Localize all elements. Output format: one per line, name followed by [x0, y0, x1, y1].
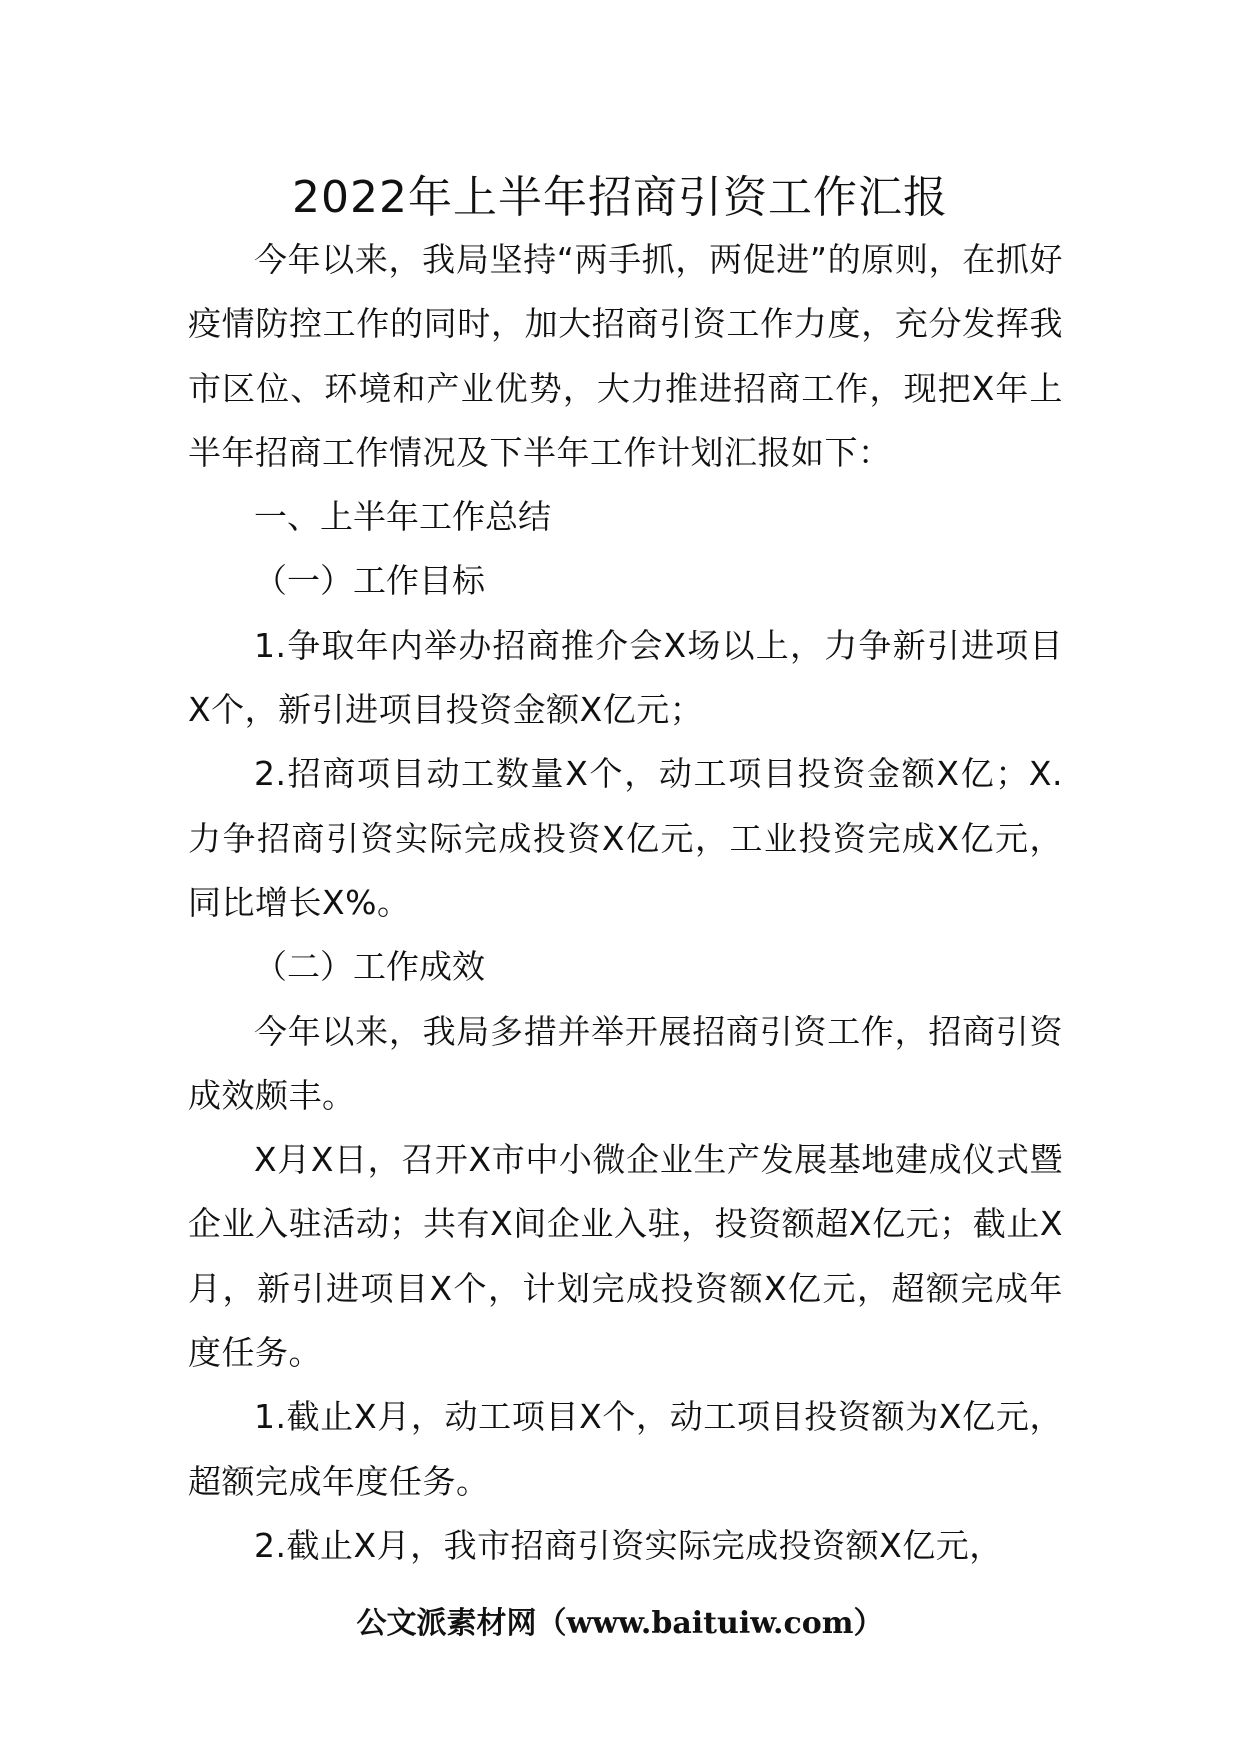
paragraph-goal-2: 2.招商项目动工数量X个，动工项目投资金额X亿；X.力争招商引资实际完成投资X亿元，工业投资完成X亿元，同比增长X%。	[188, 754, 1063, 922]
section-heading-summary: 一、上半年工作总结	[254, 497, 551, 537]
subsection-heading-results: （二）工作成效	[254, 947, 485, 987]
paragraph-results-event: X月X日，召开X市中小微企业生产发展基地建成仪式暨企业入驻活动；共有X间企业入驻，投资额超X亿元；截止X月，新引进项目X个，计划完成投资额X亿元，超额完成年度任务。	[188, 1140, 1063, 1373]
paragraph-result-2: 2.截止X月，我市招商引资实际完成投资额X亿元，	[254, 1525, 1003, 1565]
paragraph-goal-1: 1.争取年内举办招商推介会X场以上，力争新引进项目X个，新引进项目投资金额X亿元；	[188, 625, 1063, 730]
subsection-heading-goals: （一）工作目标	[254, 561, 485, 601]
footer-watermark: 公文派素材网（www.baituiw.com）	[356, 1606, 884, 1641]
paragraph-result-1: 1.截止X月，动工项目X个，动工项目投资额为X亿元，超额完成年度任务。	[188, 1397, 1063, 1501]
paragraph-results-intro: 今年以来，我局多措并举开展招商引资工作，招商引资成效颇丰。	[188, 1011, 1063, 1115]
document-title: 2022年上半年招商引资工作汇报	[292, 172, 948, 223]
paragraph-intro: 今年以来，我局坚持“两手抓，两促进”的原则，在抓好疫情防控工作的同时，加大招商引资工作力度，充分发挥我市区位、环境和产业优势，大力推进招商工作，现把X年上半年招商工作情况及下半年工作计划汇报如下：	[188, 240, 1063, 472]
document-body	[188, 228, 1063, 1578]
